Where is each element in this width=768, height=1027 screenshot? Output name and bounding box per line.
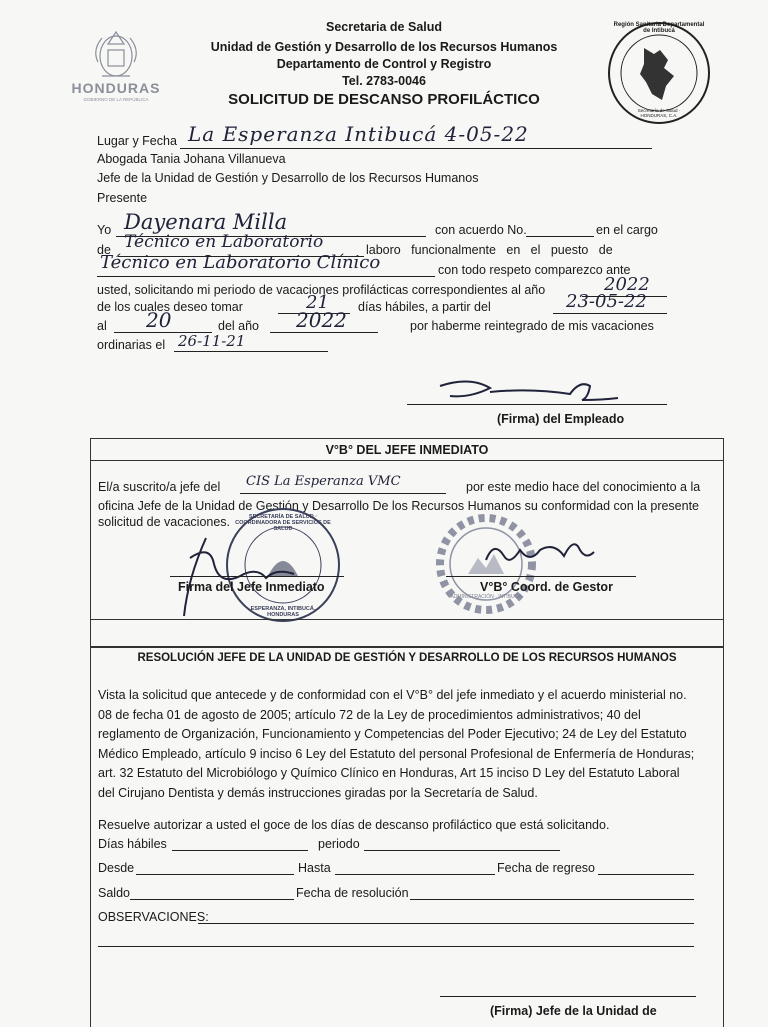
page-title: SOLICITUD DE DESCANSO PROFILÁCTICO — [228, 91, 540, 108]
start-date-underline — [553, 313, 667, 314]
last-vacation-label: ordinarias el — [97, 338, 166, 352]
fecha-resolucion-label: Fecha de resolución — [296, 886, 409, 900]
region-seal-text: Región Sanitaria Departamental de Intibucá — [613, 22, 705, 34]
request-line-5a: de los cuales deseo tomar — [97, 300, 243, 314]
boss-text-d: solicitud de vacaciones. — [98, 515, 231, 529]
request-line-4: usted, solicitando mi periodo de vacaciones profilácticas correspondientes al año — [97, 283, 546, 297]
employee-signature-scribble — [430, 372, 630, 412]
employee-name: Dayenara Milla — [124, 210, 288, 234]
works-text: laboro funcionalmente en el puesto de — [366, 243, 613, 257]
region-seal — [604, 18, 714, 128]
cargo-label: en el cargo — [596, 223, 658, 237]
boss-box-divider-1 — [90, 619, 724, 620]
year2-value: 2022 — [296, 308, 347, 332]
resolution-body — [98, 686, 718, 803]
post-continuation: con todo respeto comparezco ante — [438, 263, 631, 277]
position-value: Técnico en Laboratorio — [124, 232, 324, 252]
coordinator-signature-line — [446, 576, 636, 577]
presente-text: Presente — [97, 191, 148, 205]
saldo-label: Saldo — [98, 886, 130, 900]
boss-unit-underline — [240, 493, 446, 494]
al-label: al — [97, 319, 107, 333]
end-day-value: 20 — [146, 308, 172, 332]
employee-signature-line — [407, 404, 667, 405]
desde-label: Desde — [98, 861, 135, 875]
periodo-field — [364, 850, 560, 851]
start-date-value: 23-05-22 — [566, 291, 647, 312]
org-name: Secretaria de Salud — [325, 20, 443, 34]
coordinator-signature-label: V°B° Coord. de Gestor — [480, 580, 613, 594]
fecha-regreso-field — [598, 874, 694, 875]
last-vacation-underline — [174, 351, 328, 352]
dept-name: Departamento de Control y Registro — [276, 57, 492, 71]
days-value: 21 — [306, 292, 329, 313]
fecha-regreso-label: Fecha de regreso — [497, 861, 595, 875]
fecha-resolucion-field — [410, 899, 694, 900]
boss-text-a: El/a suscrito/a jefe del — [98, 480, 221, 494]
agreement-label: con acuerdo No. — [435, 223, 527, 237]
post-value: Técnico en Laboratorio Clínico — [100, 252, 381, 273]
coordinator-signature-scribble — [480, 538, 600, 574]
boss-signature-scribble — [176, 530, 326, 620]
boss-unit-value: CIS La Esperanza VMC — [246, 474, 401, 489]
resolution-line-2: 08 de fecha 01 de agosto de 2005; artículo 72 de la Ley de procedimientos administrativos; 40 del — [98, 707, 641, 722]
reason-text: por haberme reintegrado de mis vacaciones — [410, 319, 654, 333]
boss-text-b: por este medio hace del conocimiento a la — [466, 480, 701, 494]
employee-signature-label: (Firma) del Empleado — [497, 412, 625, 426]
resolution-line-6: del Cirujano Dentista y demás instrucciones giradas por la Secretaría de Salud. — [98, 785, 538, 800]
dias-habiles-label: Días hábiles — [98, 837, 167, 851]
head-signature-label: (Firma) Jefe de la Unidad de — [490, 1004, 657, 1018]
addressee-name: Abogada Tania Johana Villanueva — [97, 152, 286, 166]
yo-label: Yo — [97, 223, 112, 237]
boss-text-c: oficina Jefe de la Unidad de Gestión y Desarrollo De los Recursos Humanos su conformidad con la presente — [98, 499, 700, 513]
place-date-label: Lugar y Fecha — [97, 134, 177, 148]
desde-field — [136, 874, 294, 875]
request-line-5b: días hábiles, a partir del — [358, 300, 491, 314]
last-vacation-date: 26-11-21 — [178, 332, 246, 350]
dias-habiles-field — [172, 850, 308, 851]
periodo-label: periodo — [318, 837, 360, 851]
unit-name: Unidad de Gestión y Desarrollo de los Recursos Humanos — [210, 40, 558, 54]
resolve-text: Resuelve autorizar a usted el goce de los días de descanso profiláctico que está solicitando. — [98, 818, 610, 832]
place-date-underline — [180, 148, 652, 149]
agreement-number-underline — [526, 236, 594, 237]
telephone: Tel. 2783-0046 — [342, 74, 426, 88]
place-date-value: La Esperanza Intibucá 4-05-22 — [188, 122, 529, 146]
boss-title-divider — [90, 460, 724, 461]
country-logo-subtitle: GOBIERNO DE LA REPÚBLICA — [83, 97, 149, 102]
resolution-line-1: Vista la solicitud que antecede y de conformidad con el V°B° del jefe inmediato y el acuerdo ministerial no. — [98, 688, 687, 702]
hasta-field — [335, 874, 495, 875]
resolution-title: RESOLUCIÓN JEFE DE LA UNIDAD DE GESTIÓN Y DESARROLLO DE LOS RECURSOS HUMANOS — [137, 652, 677, 664]
del-ano-label: del año — [218, 319, 260, 333]
hasta-label: Hasta — [298, 861, 331, 875]
country-logo-text: HONDURAS — [71, 80, 161, 96]
de-label: de — [97, 243, 111, 257]
head-signature-line — [440, 996, 696, 997]
post-underline — [97, 276, 435, 277]
gear-stamp-text: ADMINISTRACIÓN · INTIBUCÁ — [450, 594, 522, 600]
boss-section-title: V°B° DEL JEFE INMEDIATO — [325, 443, 489, 457]
observaciones-label: OBSERVACIONES: — [98, 910, 209, 924]
stamp-bottom-text: ESPERANZA, INTIBUCÁ, HONDURAS — [250, 606, 316, 618]
boss-signature-line — [170, 576, 344, 577]
resolution-line-4: Médico Empleado, artículo 9 inciso 6 Ley del Estatuto del personal Profesional de Enfermería de Honduras; — [98, 746, 695, 761]
year1-value: 2022 — [604, 274, 650, 295]
observaciones-field — [198, 923, 694, 924]
observaciones-field-2 — [98, 946, 694, 947]
region-seal-subtext: Secretaría de Salud · HONDURAS, C.A. — [637, 108, 681, 118]
saldo-field — [130, 899, 294, 900]
resolution-line-5: art. 32 Estatuto del Microbiólogo y Químico Clínico en Honduras, Art 15 inciso D Ley del Estatuto Laboral — [98, 766, 680, 780]
year2-underline — [270, 332, 378, 333]
stamp-text: SECRETARÍA DE SALUD · COORDINADORA DE SERVICIOS DE SALUD — [235, 514, 331, 532]
addressee-title: Jefe de la Unidad de Gestión y Desarrollo de los Recursos Humanos — [97, 171, 479, 185]
boss-signature-label: Firma del Jefe Inmediato — [178, 580, 325, 594]
resolution-line-3: reglamento de Organización, Funcionamiento y Competencias del Poder Ejecutivo; 24 de Ley del Estatuto — [98, 727, 687, 741]
